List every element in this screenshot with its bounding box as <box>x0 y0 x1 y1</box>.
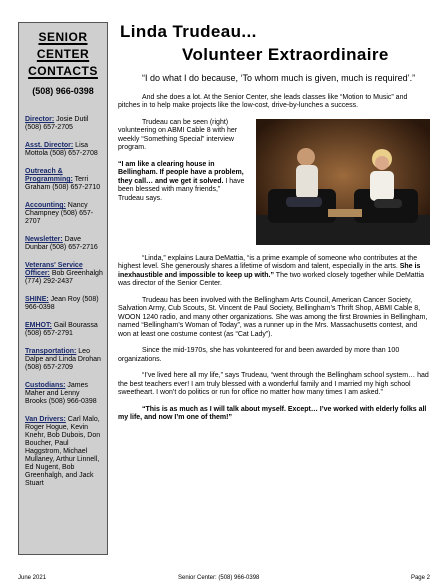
contacts-sidebar <box>18 22 108 555</box>
footer-date: June 2021 <box>18 575 47 581</box>
sidebar-title <box>19 29 107 80</box>
contact-details: Gail Bourassa (508) 657-2791 <box>25 322 98 337</box>
photo-side-text <box>118 119 246 204</box>
article <box>118 22 430 423</box>
contact-role: Custodians: <box>25 382 66 389</box>
clearing-house-rest: I have been blessed with many friends,” Trudeau says. <box>118 177 245 202</box>
contact-role: Director: <box>25 116 55 123</box>
clearing-house-bold: “I am like a clearing house in Bellingham. If people have a problem, they call… and we get it solved. <box>118 160 244 185</box>
contact-role: EMHOT: <box>25 322 52 329</box>
closing-quote: “This is as much as I will talk about myself. Except… I’ve worked with elderly folks all my life, and now I’m one of them!” <box>118 405 427 421</box>
contact-details: Leo Dalpe and Linda Drohan (508) 657-2709 <box>25 348 101 371</box>
contact-details: Jean Roy (508) 966-0398 <box>25 296 99 311</box>
demattia-end: The two worked closely together while DeMattia was director of the Senior Center. <box>118 271 425 287</box>
sidebar-entries <box>19 116 107 488</box>
paragraph-demattia <box>118 255 430 289</box>
contact-role: Veterans' Service Officer: <box>25 262 83 277</box>
footer-page-number: Page 2 <box>410 575 430 581</box>
sidebar-title-line: CONTACTS <box>28 64 98 78</box>
article-title: Linda Trudeau... <box>120 22 257 41</box>
demattia-start: “Linda,” explains Laura DeMattia, “is a prime example of someone who contributes at the highest level. She generously shares a lifetime of wisdom and talent, especially in the arts. <box>118 254 418 270</box>
contact-details: James Maher and Lenny Brooks (508) 966-0398 <box>25 382 97 405</box>
contact-role: Asst. Director: <box>25 142 74 149</box>
interview-photo <box>256 119 430 245</box>
contact-entry <box>19 382 107 406</box>
paragraph-activities: And she does a lot. At the Senior Center, she leads classes like “Motion to Music” and pitches in to help make projects like the low-cost, drive-by-lunches a success. <box>118 93 408 109</box>
paragraph-awards: Since the mid-1970s, she has volunteered for and been awarded by more than 100 organizations. <box>118 347 400 363</box>
paragraph-clearing-house <box>118 161 246 204</box>
contact-role: Outreach & Programming: <box>25 168 73 183</box>
contact-details: Lisa Mottola (508) 657-2708 <box>25 142 98 157</box>
sidebar-phone: (508) 966-0398 <box>32 86 94 96</box>
contact-entry <box>19 416 107 488</box>
contact-entry <box>19 202 107 226</box>
opening-quote: “I do what I do because, ‘To whom much is given, much is required’.” <box>142 73 416 83</box>
contact-entry <box>19 168 107 192</box>
contact-details: Dave Dunbar (508) 657-2716 <box>25 236 98 251</box>
footer-contact: Senior Center: (508) 966-0398 <box>178 575 260 581</box>
contact-details: Terri Graham (508) 657-2710 <box>25 176 101 191</box>
contact-entry <box>19 142 107 158</box>
contact-entry <box>19 116 107 132</box>
contact-role: SHINE: <box>25 296 49 303</box>
demattia-bold: She is inexhaustible and impossible to keep up with.” <box>118 263 421 279</box>
contact-entry <box>19 296 107 312</box>
article-subtitle: Volunteer Extraordinaire <box>182 45 389 64</box>
contact-details: Carl Malo, Roger Hogue, Kevin Knehr, Bob Dubois, Don Boucher, Paul Haggstrom, Michael Mullaney, Arthur Linnell, Ed Nugent, Bob Greenhalgh, and Jack Stuart <box>25 416 101 487</box>
paragraph-lived-here: “I’ve lived here all my life,” says Trudeau, “went through the Bellingham school system… had the best teachers ever! I am truly blessed with a wonderful family and I married my high school sweetheart. I won’t do politics or run for office no matter how many times I am asked.” <box>118 372 429 396</box>
sidebar-title-line: SENIOR <box>38 30 88 44</box>
contact-entry <box>19 348 107 372</box>
contact-details: Nancy Champney (508) 657-2707 <box>25 202 94 225</box>
contact-role: Van Drivers: <box>25 416 66 423</box>
photo-section <box>118 119 430 251</box>
contact-entry <box>19 236 107 252</box>
paragraph-organizations: Trudeau has been involved with the Bellingham Arts Council, American Cancer Society, Salvation Army, Cub Scouts, St. Vincent de Paul Society, Bellingham’s Thrift Shop, ABMI Cable 8, WOON 1240 radio, and many other organizations. She was among the first Brownies in Bellingham, named “Bellingham’s Woman of Today”, was a runner up in the Mrs. Massachusetts contest, and won at least one costume contest (as “Cat Lady”). <box>118 296 428 338</box>
contact-entry <box>19 262 107 286</box>
contact-role: Transportation: <box>25 348 77 355</box>
contact-entry <box>19 322 107 338</box>
contact-details: Bob Greenhalgh (774) 292-2437 <box>25 270 103 285</box>
contact-details: Josie Dutil (508) 657-2705 <box>25 116 89 131</box>
contact-role: Newsletter: <box>25 236 63 243</box>
sidebar-title-line: CENTER <box>36 47 90 61</box>
contact-role: Accounting: <box>25 202 66 209</box>
paragraph-cable: Trudeau can be seen (right) volunteering on ABMI Cable 8 with her weekly “Something Special” interview program. <box>118 118 238 151</box>
interview-photo-image <box>256 119 430 245</box>
